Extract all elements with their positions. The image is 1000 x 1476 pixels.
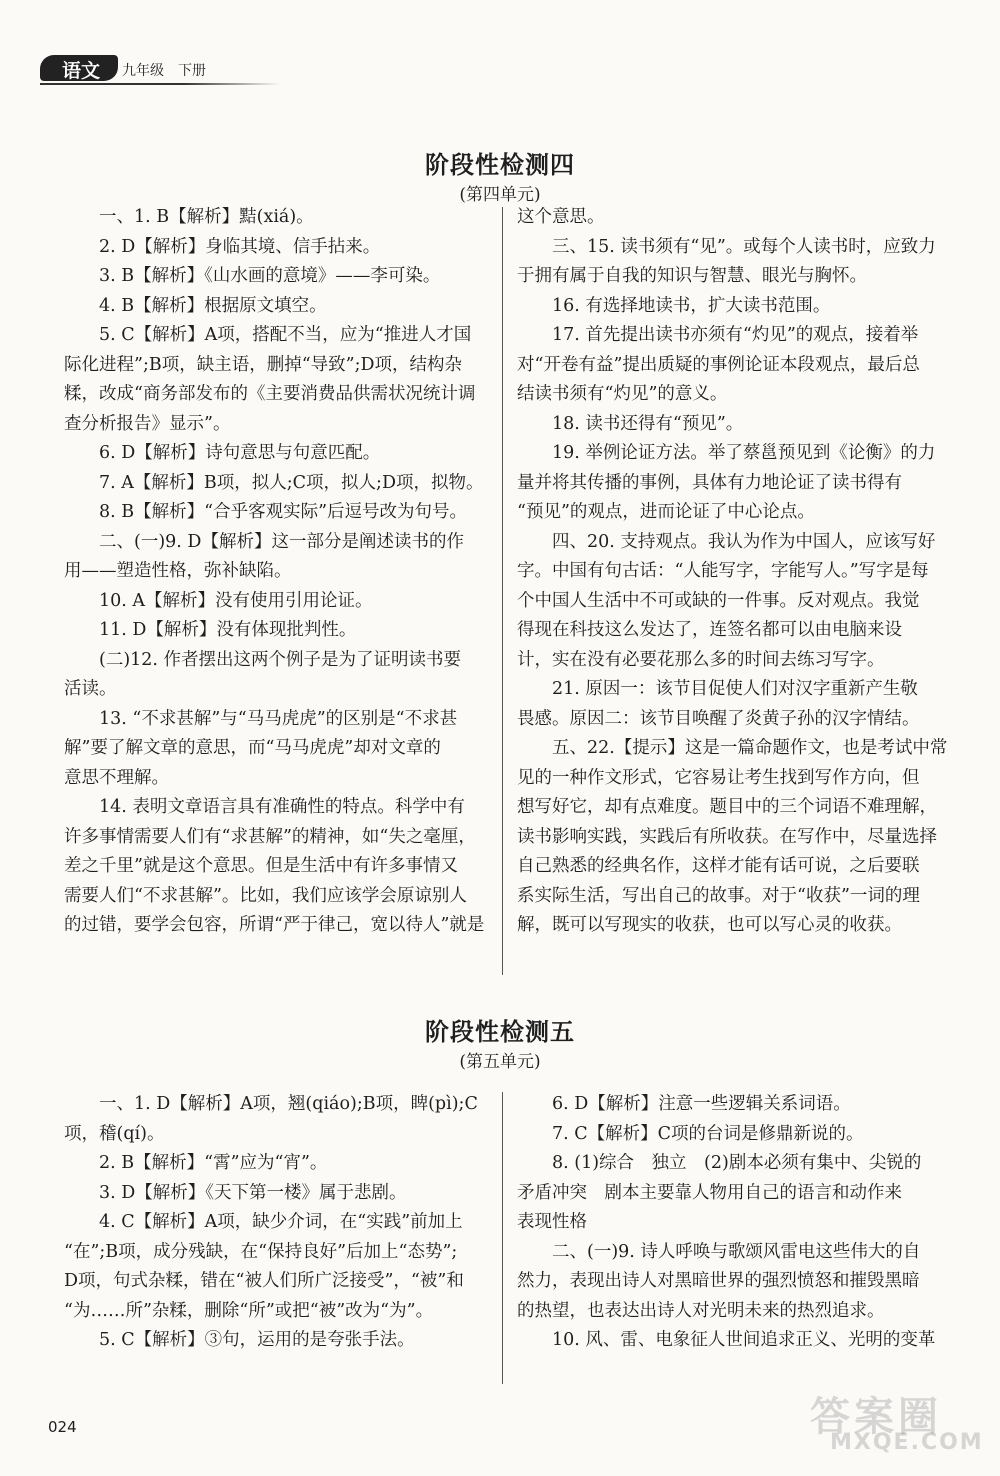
text-line: 际化进程”;B项，缺主语，删掉“导致”;D项，结构杂 bbox=[64, 354, 463, 375]
text-line: 的过错，要学会包容，所谓“严于律己，宽以待人”就是 bbox=[64, 915, 485, 935]
text-line: 11. D【解析】没有体现批判性。 bbox=[99, 620, 357, 640]
text-line: 许多事情需要人们有“求甚解”的精神，如“失之毫厘， bbox=[64, 826, 476, 847]
section-5-left-column bbox=[64, 1090, 494, 1356]
text-line: 13. “不求甚解”与“马马虎虎”的区别是“不求甚 bbox=[99, 708, 458, 729]
text-line: 意思不理解。 bbox=[64, 767, 169, 788]
text-line: 10. 风、雷、电象征人世间追求正义、光明的变革 bbox=[552, 1330, 936, 1350]
text-line: 7. C【解析】C项的台词是修鼎新说的。 bbox=[552, 1123, 864, 1144]
page-number: 024 bbox=[48, 1418, 77, 1436]
text-line: 量并将其传播的事例，具体有力地论证了读书得有 bbox=[517, 472, 902, 493]
text-line: 想写好它，却有点难度。题目中的三个词语不难理解， bbox=[517, 797, 937, 817]
text-line: 3. D【解析】《天下第一楼》属于悲剧。 bbox=[99, 1182, 407, 1203]
section-4-right-column bbox=[517, 203, 947, 941]
subject-label: 语文 bbox=[62, 60, 101, 82]
text-line: D项，句式杂糅，错在“被人们所广泛接受”，“被”和 bbox=[64, 1271, 464, 1291]
text-line: 4. C【解析】A项，缺少介词，在“实践”前加上 bbox=[99, 1212, 463, 1232]
text-line: 14. 表明文章语言具有准确性的特点。科学中有 bbox=[99, 797, 465, 817]
text-line: 然力，表现出诗人对黑暗世界的强烈愤怒和摧毁黑暗 bbox=[517, 1271, 920, 1291]
text-line: 解，既可以写现实的收获，也可以写心灵的收获。 bbox=[517, 915, 902, 935]
text-line: 字。中国有句古话：“人能写字，字能写人。”写字是每 bbox=[517, 561, 929, 581]
watermark-top: 答案圈 bbox=[810, 1394, 942, 1440]
text-line: 二、(一)9. 诗人呼唤与歌颂风雷电这些伟大的自 bbox=[552, 1241, 921, 1262]
text-line: 8. (1)综合 独立 (2)剧本必须有集中、尖锐的 bbox=[552, 1153, 922, 1173]
text-line: 结读书须有“灼见”的意义。 bbox=[517, 384, 728, 404]
text-line: 2. D【解析】身临其境、信手拈来。 bbox=[99, 236, 381, 257]
column-divider bbox=[502, 1092, 503, 1384]
text-line: 畏感。原因二：该节目唤醒了炎黄子孙的汉字情结。 bbox=[517, 708, 920, 729]
text-line: 19. 举例论证方法。举了蔡邕预见到《论衡》的力 bbox=[552, 443, 936, 463]
text-line: 表现性格 bbox=[517, 1212, 587, 1232]
text-line: 4. B【解析】根据原文填空。 bbox=[99, 295, 327, 316]
text-line: 5. C【解析】③句，运用的是夸张手法。 bbox=[99, 1330, 415, 1350]
text-line: 四、20. 支持观点。我认为作为中国人，应该写好 bbox=[552, 531, 936, 552]
text-line: 用——塑造性格，弥补缺陷。 bbox=[64, 561, 292, 581]
text-line: 个中国人生活中不可或缺的一件事。反对观点。我觉 bbox=[517, 590, 920, 611]
text-line: 10. A【解析】没有使用引用论证。 bbox=[99, 590, 373, 611]
text-line: “预见”的观点，进而论证了中心论点。 bbox=[517, 502, 815, 522]
text-line: 读书影响实践，实践后有所收获。在写作中，尽量选择 bbox=[517, 826, 937, 847]
text-line: 需要人们“不求甚解”。比如，我们应该学会原谅别人 bbox=[64, 885, 467, 906]
subject-logo bbox=[40, 55, 118, 81]
text-line: “在”;B项，成分残缺，在“保持良好”后加上“态势”; bbox=[64, 1241, 458, 1262]
text-line: 计，实在没有必要花那么多的时间去练习写字。 bbox=[517, 649, 885, 670]
text-line: 6. D【解析】诗句意思与句意匹配。 bbox=[99, 443, 381, 463]
text-line: 2. B【解析】“霄”应为“宵”。 bbox=[99, 1153, 328, 1173]
text-line: 3. B【解析】《山水画的意境》——李可染。 bbox=[99, 266, 441, 286]
text-line: 这个意思。 bbox=[517, 207, 605, 227]
text-line: 6. D【解析】注意一些逻辑关系词语。 bbox=[552, 1094, 851, 1114]
text-line: 16. 有选择地读书，扩大读书范围。 bbox=[552, 295, 831, 316]
text-line: 对“开卷有益”提出质疑的事例论证本段观点，最后总 bbox=[517, 354, 920, 375]
text-line: 五、22.【提示】这是一篇命题作文，也是考试中常 bbox=[552, 738, 947, 758]
section-title-4: 阶段性检测四 bbox=[425, 151, 575, 179]
header-rule bbox=[40, 83, 280, 85]
grade-label: 九年级 下册 bbox=[122, 63, 206, 79]
text-line: 见的一种作文形式，它容易让考生找到写作方向，但 bbox=[517, 767, 920, 788]
text-line: 7. A【解析】B项，拟人;C项，拟人;D项，拟物。 bbox=[99, 472, 484, 493]
text-line: 一、1. B【解析】黠(xiá)。 bbox=[99, 207, 314, 227]
text-line: 解”要了解文章的意思，而“马马虎虎”却对文章的 bbox=[64, 738, 441, 758]
section-5-right-column bbox=[517, 1090, 947, 1356]
text-line: 系实际生活，写出自己的故事。对于“收获”一词的理 bbox=[517, 885, 920, 906]
text-line: 矛盾冲突 剧本主要靠人物用自己的语言和动作来 bbox=[517, 1182, 902, 1203]
text-line: 差之千里”就是这个意思。但是生活中有许多事情又 bbox=[64, 856, 458, 876]
text-line: 5. C【解析】A项，搭配不当，应为“推进人才国 bbox=[99, 325, 472, 345]
text-line: 得现在科技这么发达了，连签名都可以由电脑来设 bbox=[517, 620, 902, 640]
text-line: 18. 读书还得有“预见”。 bbox=[552, 413, 744, 434]
section-title-5: 阶段性检测五 bbox=[425, 1018, 575, 1046]
section-4-left-column bbox=[64, 203, 494, 941]
watermark-logo bbox=[800, 1385, 984, 1460]
text-line: 的热望，也表达出诗人对光明未来的热烈追求。 bbox=[517, 1300, 885, 1321]
column-divider bbox=[502, 207, 503, 975]
text-line: 21. 原因一：该节目促使人们对汉字重新产生敬 bbox=[552, 679, 918, 699]
section-subtitle-5: (第五单元) bbox=[459, 1052, 541, 1072]
section-subtitle-4: (第四单元) bbox=[459, 185, 541, 205]
text-line: 活读。 bbox=[64, 679, 117, 699]
text-line: 17. 首先提出读书亦须有“灼见”的观点，接着举 bbox=[552, 325, 919, 345]
text-line: 三、15. 读书须有“见”。或每个人读书时，应致力 bbox=[552, 236, 936, 257]
text-line: 查分析报告》显示”。 bbox=[64, 413, 231, 434]
text-line: 二、(一)9. D【解析】这一部分是阐述读书的作 bbox=[99, 531, 464, 552]
text-line: 糅，改成“商务部发布的《主要消费品供需状况统计调 bbox=[64, 384, 476, 404]
text-line: 于拥有属于自我的知识与智慧、眼光与胸怀。 bbox=[517, 266, 867, 286]
text-line: “为……所”杂糅，删除“所”或把“被”改为“为”。 bbox=[64, 1300, 434, 1321]
text-line: (二)12. 作者摆出这两个例子是为了证明读书要 bbox=[99, 649, 462, 670]
text-line: 项，稽(qí)。 bbox=[64, 1123, 165, 1144]
watermark-bottom: MXQE.COM bbox=[830, 1430, 984, 1455]
text-line: 8. B【解析】“合乎客观实际”后逗号改为句号。 bbox=[99, 502, 468, 522]
text-line: 自己熟悉的经典名作，这样才能有话可说，之后要联 bbox=[517, 856, 920, 876]
text-line: 一、1. D【解析】A项，翘(qiáo);B项，睥(pì);C bbox=[99, 1094, 478, 1114]
